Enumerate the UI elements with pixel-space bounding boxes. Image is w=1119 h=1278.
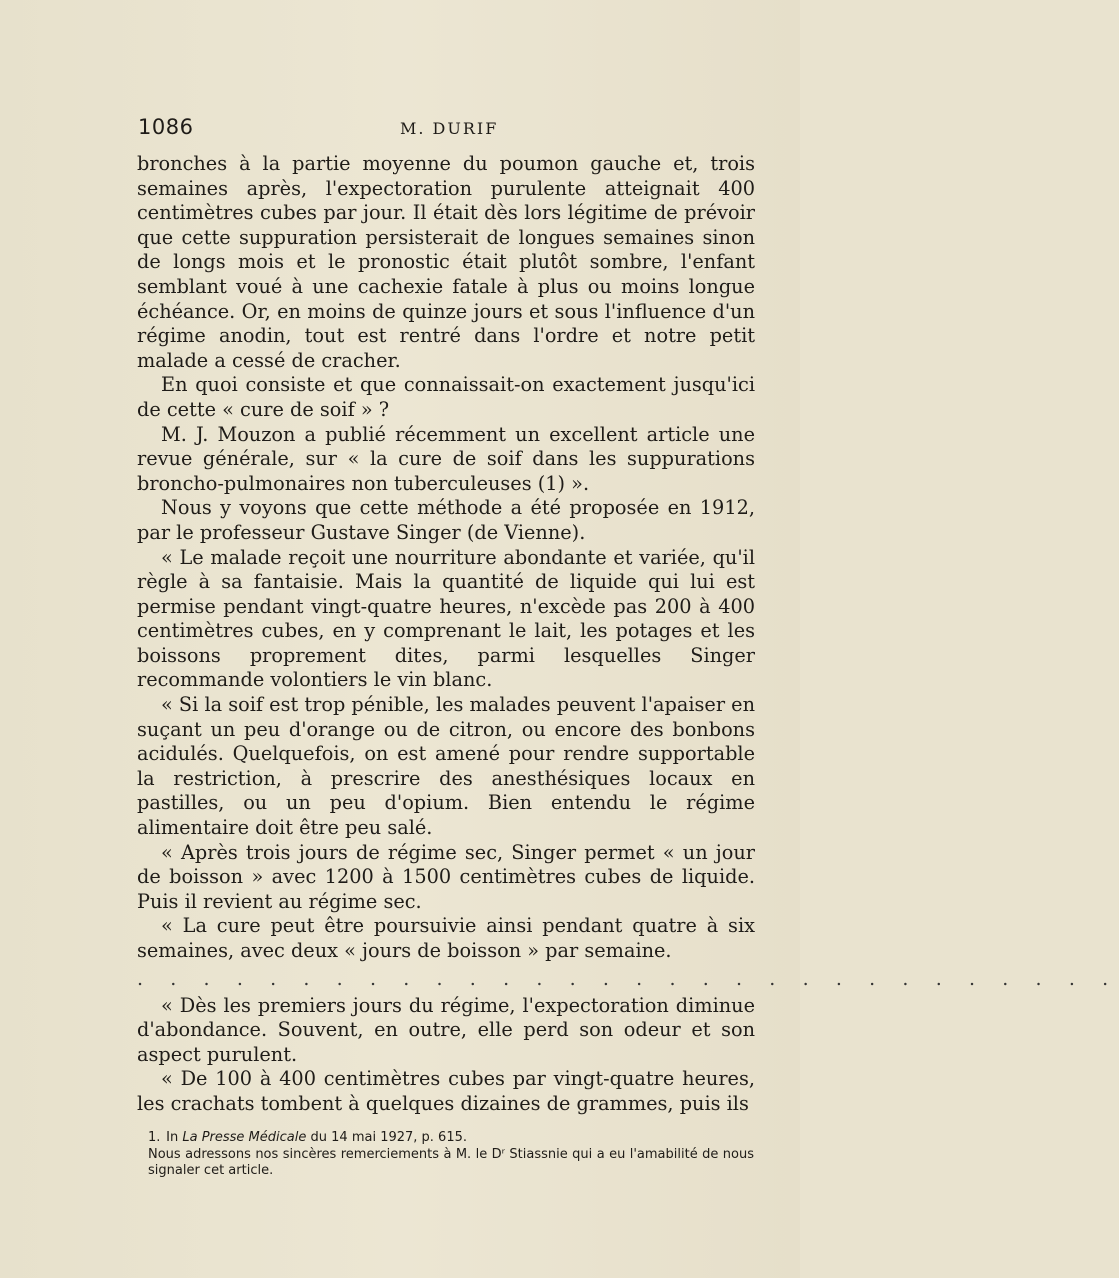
- footnote-prefix: In: [166, 1130, 179, 1145]
- body-text: [137, 152, 1119, 1117]
- paragraph-2: En quoi consiste et que connaissait-on exactement jusqu'ici de cette « cure de soif » ?: [137, 373, 755, 421]
- paragraph-1: bronches à la partie moyenne du poumon gauche et, trois semaines après, l'expectoration purulente atteignait 400 centimètres cubes par jour. Il était dès lors légitime de prévoir que cette suppuration persisterait de longues semaines sinon de longs mois et le pronostic était plutôt sombre, l'enfant semblant voué à une cachexie fatale à plus ou moins longue échéance. Or, en moins de quinze jours et sous l'influence d'un régime anodin, tout est rentré dans l'ordre et notre petit malade a cessé de cracher.: [137, 152, 755, 372]
- footnote-2: [148, 1147, 754, 1180]
- footnote-acknowledgement: Nous adressons nos sincères remerciements à M. le Dʳ Stiassnie qui a eu l'amabilité de nous signaler cet article.: [148, 1146, 754, 1178]
- paragraph-4: Nous y voyons que cette méthode a été proposée en 1912, par le professeur Gustave Singer (de Vienne).: [137, 496, 755, 544]
- paragraph-7: « Après trois jours de régime sec, Singer permet « un jour de boisson » avec 1200 à 1500 centimètres cubes de liquide. Puis il revient au régime sec.: [137, 840, 755, 913]
- footnote-number: 1.: [148, 1130, 161, 1145]
- paragraph-6: « Si la soif est trop pénible, les malades peuvent l'apaiser en suçant un peu d'orange ou de citron, ou encore des bonbons acidulés. Quelquefois, on est amené pour rendre supportable la restriction, à prescrire des anesthésiques locaux en pastilles, ou un peu d'opium. Bien entendu le régime alimentaire doit être peu salé.: [137, 693, 755, 840]
- paragraph-10: « De 100 à 400 centimètres cubes par vingt-quatre heures, les crachats tombent à quelques dizaines de grammes, puis ils: [137, 1067, 755, 1115]
- footnote-1: [148, 1130, 754, 1147]
- paragraph-5: « Le malade reçoit une nourriture abondante et variée, qu'il règle à sa fantaisie. Mais la quantité de liquide qui lui est permise pendant vingt-quatre heures, n'excède pas 200 à 400 centimètres cubes, en y comprenant le lait, les potages et les boissons proprement dites, parmi lesquelles Singer recommande volontiers le vin blanc.: [137, 545, 755, 692]
- running-head: M. DURIF: [400, 119, 499, 138]
- footnotes: [148, 1130, 754, 1180]
- footnote-journal-title: La Presse Médicale: [182, 1130, 307, 1145]
- paragraph-8: « La cure peut être poursuivie ainsi pendant quatre à six semaines, avec deux « jours de boisson » par semaine.: [137, 914, 755, 962]
- footnote-citation: du 14 mai 1927, p. 615.: [310, 1130, 467, 1145]
- paragraph-3: M. J. Mouzon a publié récemment un excellent article une revue générale, sur « la cure de soif dans les suppurations broncho-pulmonaires non tuberculeuses (1) ».: [137, 422, 755, 495]
- page-number: 1086: [138, 115, 194, 139]
- paragraph-9: « Dès les premiers jours du régime, l'expectoration diminue d'abondance. Souvent, en outre, elle perd son odeur et son aspect purulent.: [137, 993, 755, 1066]
- page-header: [138, 115, 754, 145]
- ellipsis-line: . . . . . . . . . . . . . . . . . . . . . . . . . . . . . .: [137, 967, 1119, 990]
